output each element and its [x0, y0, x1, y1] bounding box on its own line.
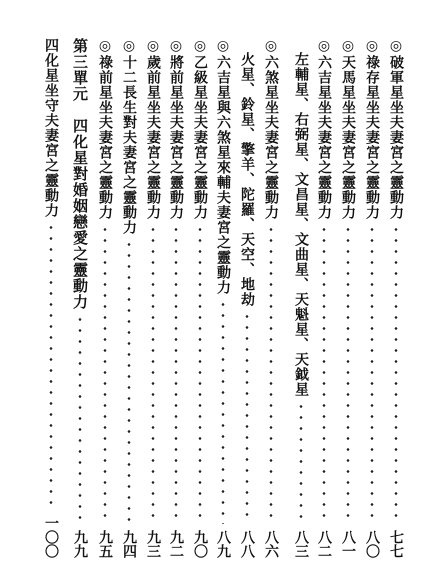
toc-entry-title: ◎天馬星坐夫妻宮之靈動力	[340, 38, 356, 220]
toc-leader-dots	[48, 222, 54, 509]
toc-leader-dots	[244, 311, 250, 524]
toc-leader-dots	[150, 224, 156, 524]
toc-entry	[94, 38, 116, 558]
toc-entry	[142, 38, 164, 558]
toc-entry	[40, 38, 62, 558]
toc-leader-dots	[298, 401, 304, 524]
toc-entry-title: ◎十二長生對夫妻宮之靈動力	[121, 38, 137, 235]
toc-entry-title: ◎將前星坐夫妻宮之靈動力	[168, 38, 184, 220]
toc-leader-dots	[102, 224, 108, 524]
toc-entry-title: ◎六煞星坐夫妻宮之靈動力	[263, 38, 279, 220]
toc-entry-page-number: 九五	[97, 530, 113, 558]
toc-entry	[165, 38, 187, 558]
toc-entry-page-number: 八一	[340, 530, 356, 558]
toc-entry-title: ◎歲前星坐夫妻宮之靈動力	[145, 38, 161, 220]
toc-leader-dots	[173, 224, 179, 524]
toc-leader-dots	[369, 224, 375, 524]
toc-entry-title: ◎祿存星坐夫妻宮之靈動力	[364, 38, 380, 220]
toc-entry-page-number: 九二	[168, 530, 184, 558]
toc-leader-dots	[393, 224, 399, 524]
toc-entry-page-number: 九〇	[192, 530, 208, 558]
toc-entry-title: ◎乙級星坐夫妻宮之靈動力	[192, 38, 208, 220]
toc-entry-page-number: 八九	[215, 530, 231, 558]
toc-entry-title: 四化星坐守夫妻宮之靈動力	[43, 38, 59, 218]
toc-leader-dots	[345, 224, 351, 524]
toc-entry-title: ◎祿前星坐夫妻宮之靈動力	[97, 38, 113, 220]
toc-entry-title: ◎六吉星坐夫妻宮之靈動力	[316, 38, 332, 220]
toc-leader-dots	[77, 314, 83, 524]
toc-entry-page-number: 七七	[388, 530, 404, 558]
toc-leader-dots	[220, 299, 226, 524]
toc-leader-dots	[321, 224, 327, 524]
toc-entry	[337, 38, 359, 558]
toc-entry-title: 第三單元 四化星對婚姻戀愛之靈動力	[71, 38, 89, 310]
toc-entry-page-number: 八三	[293, 530, 309, 558]
toc-entry	[313, 38, 335, 558]
toc-leader-dots	[126, 239, 132, 524]
toc-chapter-heading	[69, 38, 91, 558]
toc-entry	[290, 38, 312, 558]
toc-entry-title: 火星、鈴星、擎羊、陀羅、天空、地劫	[239, 52, 255, 307]
toc-entry-title: ◎六吉星與六煞星來輔夫妻宮之靈動力	[215, 38, 231, 295]
toc-entry-page-number: 八二	[316, 530, 332, 558]
toc-leader-dots	[197, 224, 203, 524]
toc-entry-page-number: 九三	[145, 530, 161, 558]
toc-entry	[385, 38, 407, 558]
toc-entry	[361, 38, 383, 558]
toc-entry	[118, 38, 140, 558]
toc-entry-page-number: 一〇〇	[43, 516, 59, 558]
toc-entry	[212, 38, 234, 558]
toc-entry-title: ◎破軍星坐夫妻宮之靈動力	[388, 38, 404, 220]
toc-entry-page-number: 八六	[263, 530, 279, 558]
toc-entry	[260, 38, 282, 558]
toc-entry-page-number: 八〇	[364, 530, 380, 558]
toc-entry-page-number: 九四	[121, 530, 137, 558]
toc-entry-title: 左輔星、右弼星、文昌星、文曲星、天魁星、天鉞星	[293, 52, 309, 397]
toc-entry	[236, 38, 258, 558]
toc-entry	[189, 38, 211, 558]
toc-entry-page-number: 九九	[72, 530, 88, 558]
toc-entry-page-number: 八八	[239, 530, 255, 558]
toc-leader-dots	[268, 224, 274, 524]
